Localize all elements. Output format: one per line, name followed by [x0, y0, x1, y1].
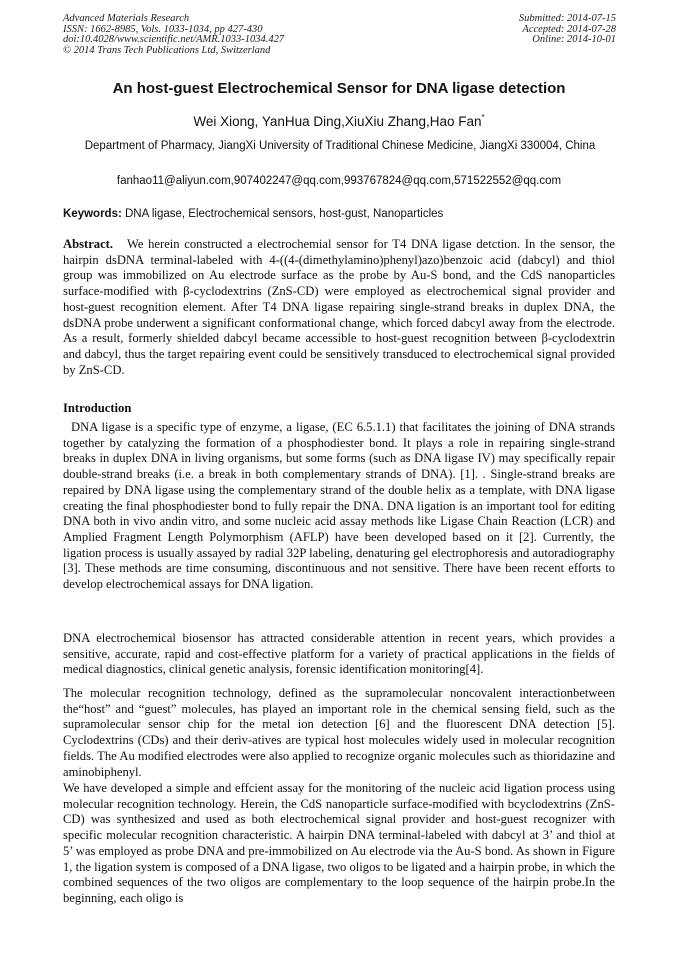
online-date: Online: 2014-10-01 [532, 34, 616, 45]
author-list [0, 113, 678, 129]
journal-name: Advanced Materials Research [63, 13, 190, 24]
publication-dates [519, 14, 616, 46]
corresponding-author-mark: * [481, 113, 485, 122]
abstract [63, 237, 615, 378]
accepted-date: Accepted: 2014-07-28 [522, 23, 616, 35]
affiliation: Department of Pharmacy, JiangXi University of Traditional Chinese Medicine, JiangXi 330004, China [84, 140, 596, 152]
abstract-label: Abstract. [63, 237, 114, 251]
keywords [63, 208, 443, 220]
intro-paragraph: The molecular recognition technology, defined as the supramolecular noncovalent interactionbetween the“host” and “guest” molecules, has played an important role in the chemical sensing field, such as the supramolecular sensor chip for the metal ion detection [6] and the fluorescent DNA detection [5]. Cyclodextrins (CDs) and their deriv-atives are typical host molecules widely used in molecular recognition fields. The Au modified electrodes were also applied to recognize organic molecules such as thioridazine and aminobiphenyl. [63, 686, 615, 779]
intro-paragraph: We have developed a simple and effcient assay for the monitoring of the nucleic acid ligation process using molecular recognition technology. Herein, the CdS nanoparticle surface-modified with bcyclodextrins (ZnS-CD) was synthesized and used as both electrochemical signal provider and host-guest recognizer with specific molecular recognition characteristic. A hairpin DNA terminal-labeled with dabcyl at 3’ and thiol at 5’ was employed as probe DNA and pre-immobilized on Au electrode via the Au-S bond. As shown in Figure 1, the ligation system is composed of a DNA ligase, two oligos to be ligated and a hairpin probe, in which the combined sequences of the two oligos are complementary to the loop sequence of the hairpin probe.In the beginning, each oligo is [63, 781, 615, 905]
journal-info [63, 14, 284, 56]
keywords-label: Keywords: [63, 208, 122, 220]
submitted-date: Submitted: 2014-07-15 [518, 13, 616, 24]
section-heading-introduction: Introduction [63, 401, 132, 415]
issn-line: ISSN: 1662-8985, Vols. 1033-1034, pp 427-430 [63, 23, 263, 35]
doi-line[interactable]: doi:10.4028/www.scientific.net/AMR.1033-1034.427 [63, 34, 285, 45]
intro-paragraph: DNA electrochemical biosensor has attracted considerable attention in recent years, which provides a sensitive, accurate, rapid and cost-effective platform for a variety of practical applications in the fields of medical diagnostics, clinical genetic analysis, forensic identification monitoring[4]. [63, 631, 615, 677]
paper-title: An host-guest Electrochemical Sensor for DNA ligase detection [112, 80, 566, 97]
keywords-text: DNA ligase, Electrochemical sensors, host-gust, Nanoparticles [125, 208, 444, 220]
author-emails[interactable]: fanhao11@aliyun.com,907402247@qq.com,993767824@qq.com,571522552@qq.com [116, 175, 562, 187]
copyright-line: © 2014 Trans Tech Publications Ltd, Switzerland [63, 44, 271, 56]
abstract-text: We herein constructed a electrochemial sensor for T4 DNA ligase detction. In the sensor, the hairpin dsDNA terminal-labeled with 4-((4-(dimethylamino)phenyl)azo)benzoic acid (dabcyl) and thiol group was immobilized on Au electrode surface as the probe by Au-S bond, and the CdS nanoparticles surface-modified with β-cyclodextrins (ZnS-CD) were employed as electrochemical signal provider and host-guest recognition element. After T4 DNA ligase repairing single-strand breaks in duplex DNA, the dsDNA probe underwent a significant conformational change, which forced dabcyl away from the electrode. As a result, formerly shielded dabcyl became accessible to host-guest recognition between β-cyclodextrin and dabcyl, thus the target repairing event could be sensitively transduced to electrochemical signal provided by ZnS-CD. [63, 237, 615, 377]
author-names: Wei Xiong, YanHua Ding,XiuXiu Zhang,Hao Fan [193, 114, 482, 129]
intro-paragraph: DNA ligase is a specific type of enzyme, a ligase, (EC 6.5.1.1) that facilitates the joining of DNA strands together by catalyzing the formation of a phosphodiester bond. It plays a role in repairing single-strand breaks in duplex DNA in living organisms, but some forms (such as DNA ligase IV) may specifically repair double-strand breaks (i.e. a break in both complementary strands of DNA). [1]. . Single-strand breaks are repaired by DNA ligase using the complementary strand of the double helix as a template, with DNA ligase creating the final phosphodiester bond to fully repair the DNA. DNA ligation is an important tool for editing DNA both in vivo andin vitro, and some nucleic acid assay methods like Ligase Chain Reaction (LCR) and Amplied Fragment Length Polymorphism (AFLP) have been developed based on it [2]. Currently, the ligation process is usually assayed by radial 32P labeling, denaturing gel electrophoresis and autoradiography [3]. These methods are time consuming, discontinuous and not sensitive. There have been recent efforts to develop electrochemical assays for DNA ligation. [63, 420, 615, 592]
